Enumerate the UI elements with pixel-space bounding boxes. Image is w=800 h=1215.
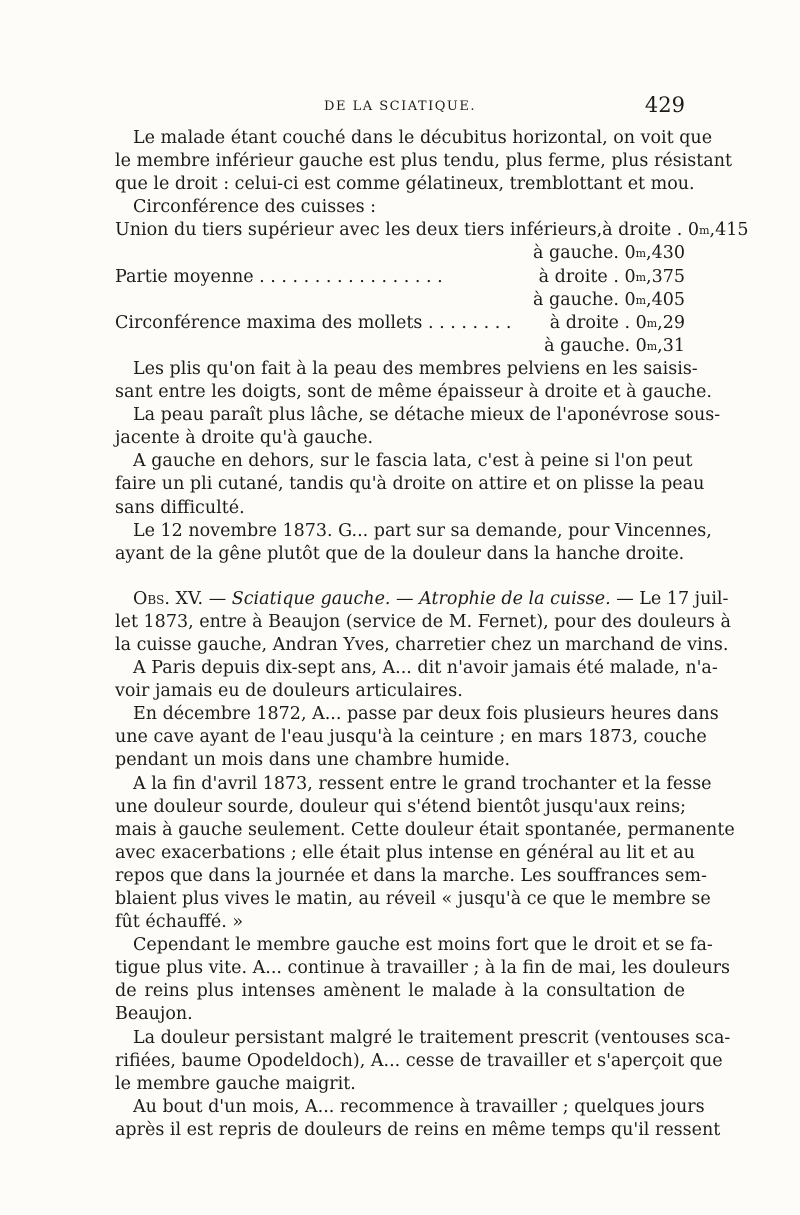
observation-heading bbox=[115, 588, 731, 657]
text-line: Circonférence des cuisses : bbox=[133, 197, 377, 218]
measurement-label: Partie moyenne . . . . . . . . . . . . . . . . . bbox=[115, 266, 443, 287]
paragraph bbox=[115, 404, 721, 450]
paragraph bbox=[115, 358, 712, 404]
text-line: Le malade étant couché dans le décubitus horizontal, on voit que bbox=[133, 128, 713, 148]
text-line: la cuisse gauche, Andran Yves, charretier chez un marchand de vins. bbox=[115, 634, 729, 655]
text-line: La douleur persistant malgré le traitement prescrit (ventouses sca- bbox=[133, 1027, 731, 1048]
text-line: tigue plus vite. A... continue à travailler ; à la fin de mai, les douleurs bbox=[115, 958, 730, 979]
text-line: En décembre 1872, A... passe par deux fois plusieurs heures dans bbox=[133, 704, 719, 725]
measurement-value: à gauche. 0$^m$,405 bbox=[533, 289, 685, 310]
measurement-value: à droite . 0$^m$,29 bbox=[549, 312, 685, 333]
text-line: ayant de la gêne plutôt que de la douleur dans la hanche droite. bbox=[115, 543, 685, 564]
text-line: fût échauffé. » bbox=[115, 912, 244, 933]
unit-superscript: m bbox=[699, 224, 710, 238]
text-line: Beaujon. bbox=[115, 1004, 193, 1025]
unit-superscript: m bbox=[635, 270, 647, 284]
observation-label: Obs. XV. bbox=[133, 588, 204, 609]
paragraph bbox=[115, 450, 705, 519]
text-line: let 1873, entre à Beaujon (service de M. Fernet), pour des douleurs à bbox=[115, 611, 731, 632]
text-line: Les plis qu'on fait à la peau des membres pelviens en les saisis- bbox=[133, 358, 698, 379]
text-line: faire un pli cutané, tandis qu'à droite on attire et on plisse la peau bbox=[115, 474, 705, 495]
measurement-label: Circonférence maxima des mollets . . . . . . . . bbox=[115, 312, 512, 333]
text-line: jacente à droite qu'à gauche. bbox=[115, 428, 374, 449]
text-line: pendant un mois dans une chambre humide. bbox=[115, 750, 511, 771]
text-line: A Paris depuis dix-sept ans, A... dit n'avoir jamais été malade, n'a- bbox=[133, 658, 718, 679]
text-line: sant entre les doigts, sont de même épaisseur à droite et à gauche. bbox=[115, 382, 712, 403]
text-line: une douleur sourde, douleur qui s'étend bientôt jusqu'aux reins; bbox=[115, 796, 686, 817]
text-line: Le 12 novembre 1873. G... part sur sa demande, pour Vincennes, bbox=[133, 520, 712, 541]
text-line: rifiées, baume Opodeldoch), A... cesse de travailler et s'aperçoit que bbox=[115, 1050, 723, 1071]
measurement-row bbox=[115, 266, 685, 289]
text-line: avec exacerbations ; elle était plus intense en général au lit et au bbox=[115, 842, 695, 863]
unit-superscript: m bbox=[635, 247, 647, 261]
text-line: blaient plus vives le matin, au réveil « jusqu'à ce que le membre se bbox=[115, 889, 711, 909]
measurements-table bbox=[115, 219, 749, 358]
measurement-row bbox=[115, 219, 749, 242]
paragraph bbox=[115, 1096, 721, 1142]
text-line: de reins plus intenses amènent le malade à la consultation de bbox=[115, 981, 685, 1002]
measurement-label: Union du tiers supérieur avec les deux tiers inférieurs, bbox=[115, 220, 603, 241]
section-gap bbox=[115, 566, 685, 588]
text-line: le membre gauche maigrit. bbox=[115, 1073, 356, 1094]
measurement-row bbox=[115, 289, 685, 312]
paragraph bbox=[115, 520, 712, 566]
measurement-value: à gauche. 0$^m$,430 bbox=[533, 243, 685, 264]
measurement-row bbox=[115, 312, 685, 335]
text-line: après il est repris de douleurs de reins en même temps qu'il ressent bbox=[115, 1119, 721, 1140]
measurement-value: à droite . 0$^m$,415 bbox=[602, 220, 749, 241]
measurement-value: à droite . 0$^m$,375 bbox=[538, 266, 685, 287]
unit-superscript: m bbox=[646, 316, 658, 330]
measurement-row bbox=[115, 335, 685, 358]
text-line: sans difficulté. bbox=[115, 497, 245, 518]
text-line: A gauche en dehors, sur le fascia lata, c'est à peine si l'on peut bbox=[133, 451, 693, 472]
paragraph bbox=[115, 773, 735, 935]
measurement-value: à gauche. 0$^m$,31 bbox=[544, 335, 685, 356]
paragraph bbox=[115, 657, 718, 703]
text-line: mais à gauche seulement. Cette douleur était spontanée, permanente bbox=[115, 819, 735, 840]
measurement-row bbox=[115, 242, 685, 265]
observation-text: — Le 17 juil- bbox=[610, 588, 729, 609]
text-line: le membre inférieur gauche est plus tendu, plus ferme, plus résistant bbox=[115, 151, 733, 172]
text-line: voir jamais eu de douleurs articulaires. bbox=[115, 681, 463, 702]
text-line: Au bout d'un mois, A... recommence à travailler ; quelques jours bbox=[133, 1096, 705, 1117]
paragraph bbox=[115, 934, 730, 1026]
running-head: DE LA SCIATIQUE. bbox=[324, 99, 476, 114]
text-line: La peau paraît plus lâche, se détache mieux de l'aponévrose sous- bbox=[133, 405, 721, 426]
text-line bbox=[115, 588, 729, 611]
text-line: Cependant le membre gauche est moins fort que le droit et se fa- bbox=[133, 935, 713, 956]
unit-superscript: m bbox=[646, 339, 658, 353]
unit-superscript: m bbox=[635, 293, 647, 307]
paragraph bbox=[115, 703, 719, 772]
paragraph bbox=[115, 1027, 731, 1096]
text-line: que le droit : celui-ci est comme gélatineux, tremblottant et mou. bbox=[115, 174, 695, 195]
observation-title: — Sciatique gauche. — Atrophie de la cuisse. bbox=[203, 588, 611, 609]
body-text bbox=[115, 127, 749, 1142]
page-number: 429 bbox=[644, 93, 685, 117]
text-line: repos que dans la journée et dans la marche. Les souffrances sem- bbox=[115, 865, 707, 886]
paragraph bbox=[115, 127, 733, 196]
text-line: une cave ayant de l'eau jusqu'à la ceinture ; en mars 1873, couche bbox=[115, 727, 707, 748]
page-header bbox=[115, 95, 685, 125]
text-line: A la fin d'avril 1873, ressent entre le grand trochanter et la fesse bbox=[133, 773, 712, 794]
